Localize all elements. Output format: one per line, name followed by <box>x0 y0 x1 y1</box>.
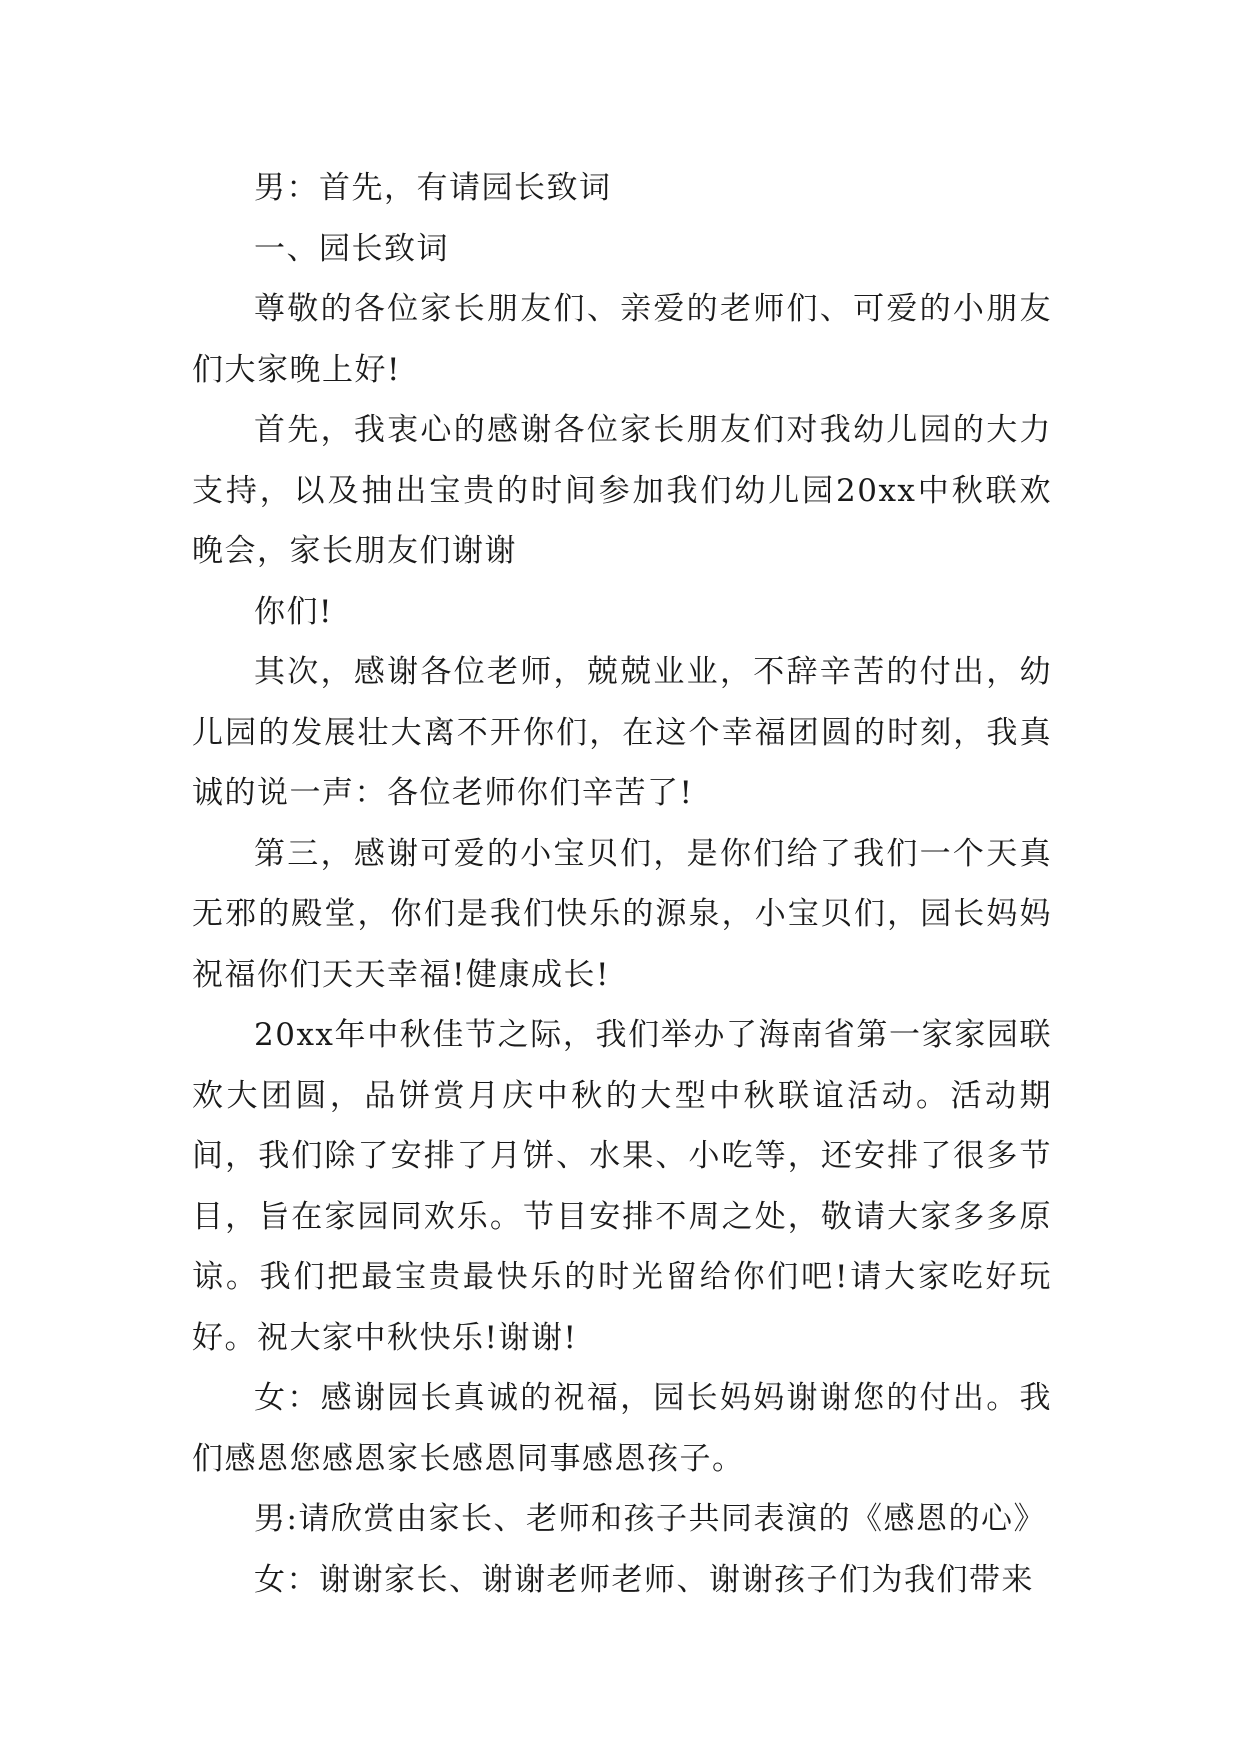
paragraph-thanks-teachers: 其次，感谢各位老师，兢兢业业，不辞辛苦的付出，幼儿园的发展壮大离不开你们，在这个幸福团圆的时刻，我真诚的说一声：各位老师你们辛苦了! <box>192 654 1052 811</box>
paragraph-female-host-closing: 女：谢谢家长、谢谢老师老师、谢谢孩子们为我们带来 <box>254 1561 1034 1598</box>
paragraph-female-host-thanks: 女：感谢园长真诚的祝福，园长妈妈谢谢您的付出。我们感恩您感恩家长感恩同事感恩孩子。 <box>192 1380 1052 1477</box>
paragraph-event-description: 20xx年中秋佳节之际，我们举办了海南省第一家家园联欢大团圆，品饼赏月庆中秋的大型中秋联谊活动。活动期间，我们除了安排了月饼、水果、小吃等，还安排了很多节目，旨在家园同欢乐。节目安排不周之处，敬请大家多多原谅。我们把最宝贵最快乐的时光留给你们吧!请大家吃好玩好。祝大家中秋快乐!谢谢! <box>192 1017 1052 1356</box>
paragraph-greeting: 尊敬的各位家长朋友们、亲爱的老师们、可爱的小朋友们大家晚上好! <box>192 291 1052 388</box>
paragraph-thanks-parents: 首先，我衷心的感谢各位家长朋友们对我幼儿园的大力支持，以及抽出宝贵的时间参加我们幼儿园20xx中秋联欢晚会，家长朋友们谢谢 <box>192 412 1052 569</box>
paragraph-thanks-parents-end: 你们! <box>254 593 333 630</box>
paragraph-male-host-program: 男:请欣赏由家长、老师和孩子共同表演的《感恩的心》 <box>254 1501 1046 1537</box>
section-heading: 一、园长致词 <box>254 230 449 267</box>
paragraph-thanks-children: 第三，感谢可爱的小宝贝们，是你们给了我们一个天真无邪的殿堂，你们是我们快乐的源泉，小宝贝们，园长妈妈祝福你们天天幸福!健康成长! <box>192 835 1052 993</box>
paragraph-opening-line: 男：首先，有请园长致词 <box>254 170 612 206</box>
document-body <box>192 158 1052 1610</box>
